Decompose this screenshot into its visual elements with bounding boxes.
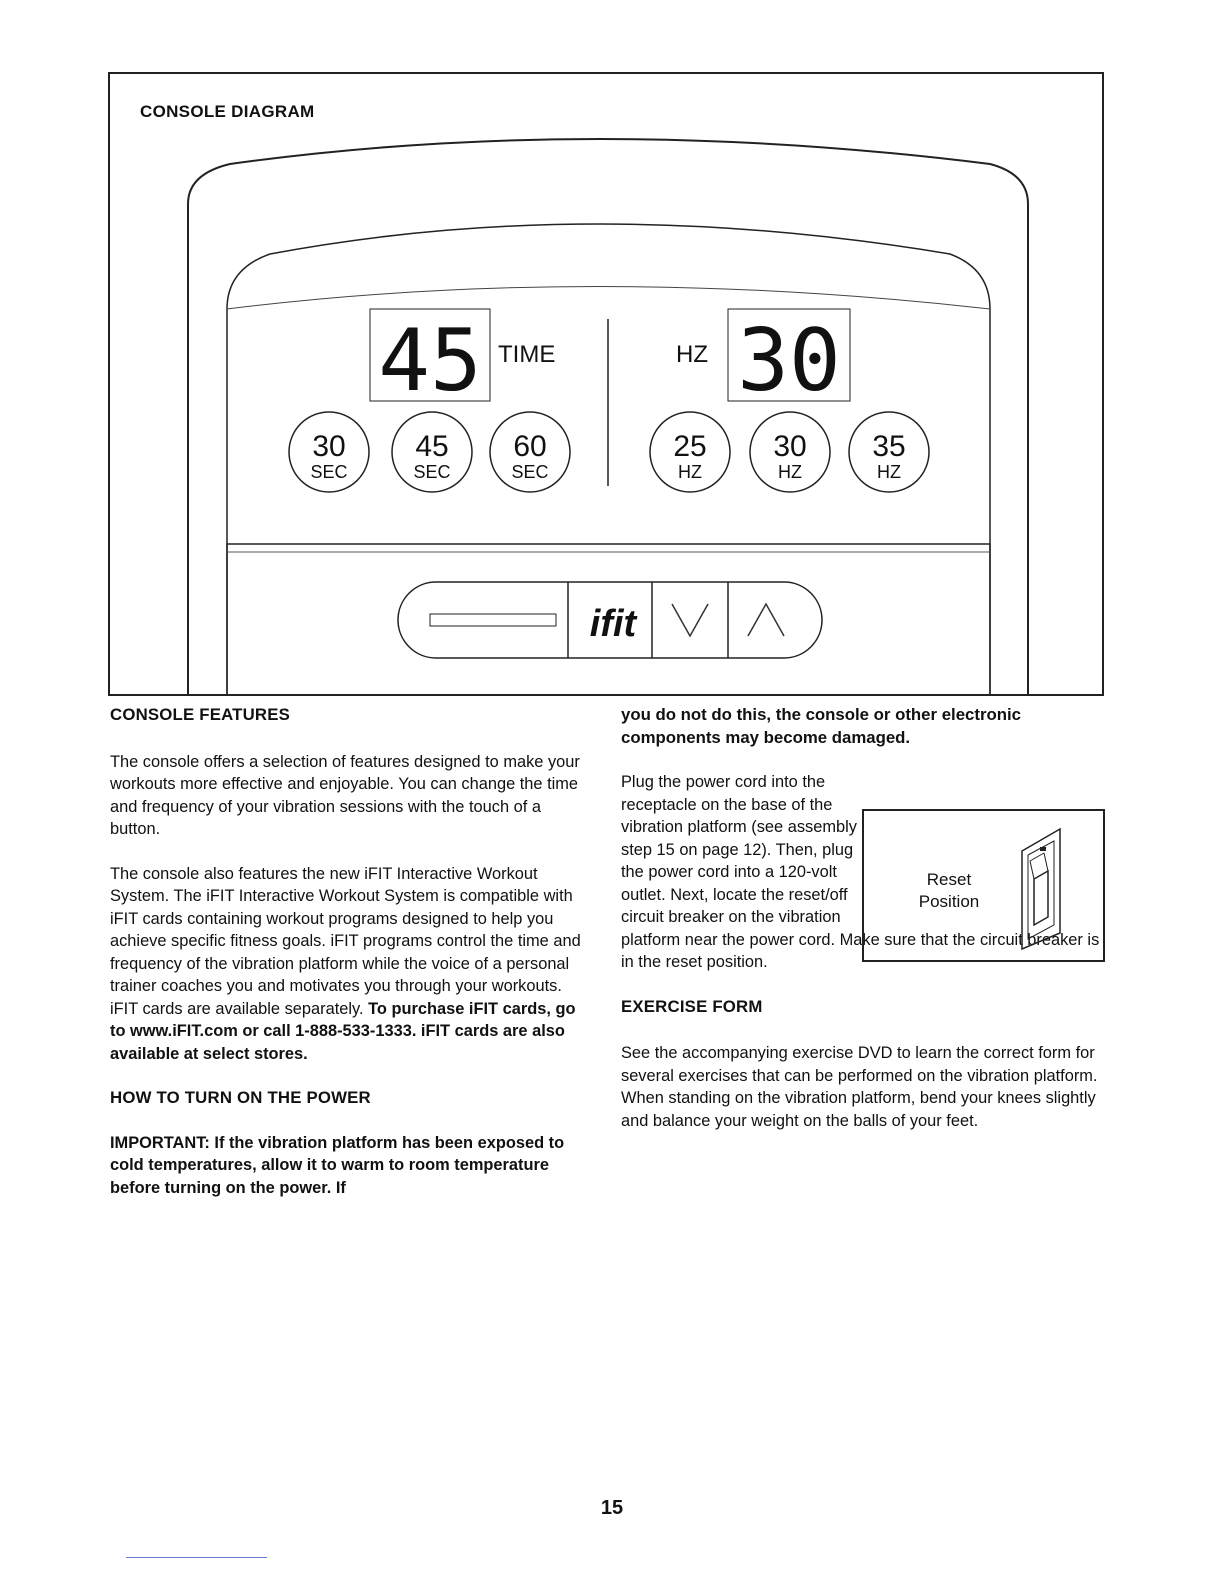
footer-rule — [126, 1557, 267, 1558]
console-diagram-illustration — [110, 74, 1104, 696]
time-button-60-sec[interactable] — [490, 412, 570, 492]
console-diagram-frame — [108, 72, 1104, 696]
ifit-logo: ifit — [589, 603, 637, 645]
time-button-value: 45 — [415, 430, 449, 463]
hz-button-value: 30 — [773, 430, 807, 463]
features-paragraph-2-text: The console also features the new iFIT Interactive Workout System. The iFIT Interactive Workout System is compatible with iFIT cards containing workout programs designed to help you achieve specific fitness goals. iFIT programs control the time and frequency of the vibration platform while the voice of a personal trainer coaches you and motivates you through your workouts. iFIT cards are available separately. — [110, 864, 581, 1018]
hz-button-unit: HZ — [877, 462, 901, 482]
circuit-breaker-switch-icon — [1014, 821, 1074, 951]
chevron-down-icon — [672, 604, 708, 636]
time-display-value: 45 — [378, 311, 482, 411]
important-notice: IMPORTANT: If the vibration platform has been exposed to cold temperatures, allow it to warm to room temperature before turning on the power. If — [110, 1133, 565, 1197]
hz-button-unit: HZ — [678, 462, 702, 482]
console-features-heading: CONSOLE FEATURES — [110, 705, 291, 724]
time-button-30-sec[interactable] — [289, 412, 369, 492]
page-number: 15 — [600, 1497, 624, 1519]
hz-label: HZ — [676, 341, 708, 368]
reset-position-figure — [862, 809, 1105, 962]
features-paragraph-2-bold: To purchase iFIT cards, go to www.iFIT.com or call 1-888-533-1333. iFIT cards are also available at select stores. — [110, 999, 576, 1063]
up-arrow-button[interactable] — [748, 604, 784, 636]
diagram-title: CONSOLE DIAGRAM — [140, 102, 315, 121]
reset-label-line-2: Position — [918, 892, 980, 911]
time-button-unit: SEC — [413, 462, 451, 482]
time-button-value: 30 — [312, 430, 346, 463]
exercise-form-heading: EXERCISE FORM — [621, 996, 763, 1016]
ifit-card-slot — [430, 614, 556, 626]
hz-button-25-hz[interactable] — [650, 412, 730, 492]
left-column — [110, 704, 590, 1199]
hz-button-value: 25 — [673, 430, 707, 463]
hz-button-30-hz[interactable] — [750, 412, 830, 492]
features-paragraph-1: The console offers a selection of features designed to make your workouts more effective and enjoyable. You can change the time and frequency of your vibration sessions with the touch of a button. — [110, 752, 580, 838]
hz-button-unit: HZ — [778, 462, 802, 482]
hz-button-35-hz[interactable] — [849, 412, 929, 492]
time-button-value: 60 — [513, 430, 547, 463]
time-label: TIME — [498, 341, 556, 368]
features-paragraph-2 — [110, 863, 590, 1066]
time-button-unit: SEC — [511, 462, 549, 482]
important-notice-continued: you do not do this, the console or other electronic components may become damaged. — [621, 705, 1021, 747]
time-button-45-sec[interactable] — [392, 412, 472, 492]
hz-button-value: 35 — [872, 430, 906, 463]
time-button-unit: SEC — [310, 462, 348, 482]
exercise-form-text: See the accompanying exercise DVD to learn the correct form for several exercises that can be performed on the vibration platform. When standing on the vibration platform, bend your knees slightly and balance your weight on the balls of your feet. — [621, 1044, 1098, 1130]
down-arrow-button[interactable] — [672, 604, 708, 636]
chevron-up-icon — [748, 604, 784, 636]
reset-position-label — [904, 869, 994, 913]
power-cord-text: Plug the power cord into the receptacle on the base of the vibration platform (see assembly step 15 on page 12). Then, plug the power cord into a 120-volt outlet. Next, locate the reset/off circuit breaker on the vibration platform near the power cord. Make sure that the circuit breaker is in the reset position. — [621, 773, 1100, 971]
reset-label-line-1: Reset — [926, 870, 972, 889]
hz-display-value: 30 — [737, 311, 841, 411]
power-heading: HOW TO TURN ON THE POWER — [110, 1088, 371, 1107]
